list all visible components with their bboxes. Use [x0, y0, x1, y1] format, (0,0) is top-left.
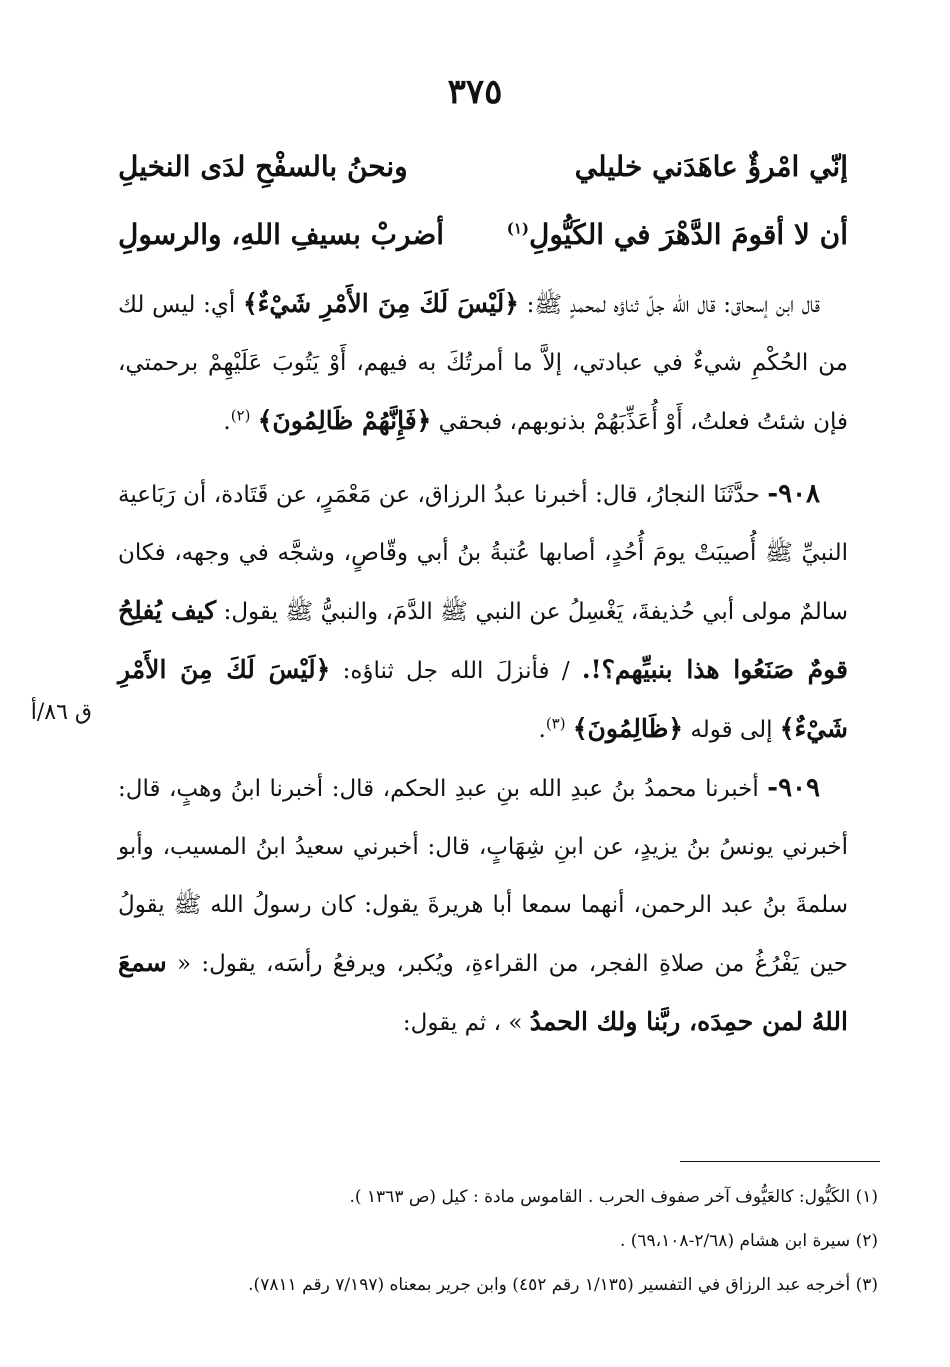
prophet-quote: سمعَ اللهُ لمن حمِدَه، ربَّنا ولك الحمدُ	[118, 948, 848, 1036]
poem-verses	[118, 150, 848, 286]
text-run: أخبرنا محمدُ بنُ عبدِ الله بنِ عبدِ الحكم، قال: أخبرنا ابنُ وهبٍ، قال: أخبرني يونسُ بنُ يزيدٍ، عن ابنِ شِهَابٍ، قال: أخبرني سعيدُ ابنُ المسيب، وأبو سلمةَ بنُ عبد الرحمن، أنهما سمعا أبا هريرةَ يقول: كان رسولُ الله ﷺ يقولُ حين يَفْرُغُ من صلاةِ الفجر، من القراءةِ، ويُكبر، ويرفعُ رأسَه، يقول: «	[118, 776, 848, 977]
footnote: (٢) سيرة ابن هشام (٢/٦٨-٦٩،١٠٨) .	[619, 1231, 878, 1251]
page-number: ٣٧٥	[447, 72, 503, 112]
footnote-divider	[680, 1161, 880, 1162]
main-text	[118, 275, 848, 1052]
text-run: .	[223, 409, 231, 435]
footnote: (١) الكَيُّول: كالعَيُّوف آخر صفوف الحرب . القاموس مادة : كيل (ص ١٣٦٣ ).	[349, 1187, 878, 1207]
footnote-ref: (٣)	[545, 714, 566, 733]
text-run: إلى قوله	[690, 717, 773, 743]
prophet-quote: كيف يُفلِحُ قومٌ صَنَعُوا هذا بنبيِّهم؟!.	[118, 596, 849, 684]
footnote: (٣) أخرجه عبد الرزاق في التفسير (١/١٣٥ رقم ٤٥٢) وابن جرير بمعناه (٧/١٩٧ رقم ٧٨١١).	[248, 1275, 878, 1295]
text-run: أي: ليس لك من الحُكْمِ شيءٌ في عبادتي، إلاَّ ما أمرتُكَ به فيهم، أَوْ يَتُوبَ عَلَيْهِمْ برحمتي، فإن شئتُ فعلتُ، أَوْ أُعَذِّبَهُمْ بذنوبهم، فبحقي	[118, 292, 848, 435]
hemistich-left: أضربْ بسيفِ اللهِ، والرسولِ	[118, 218, 444, 251]
quran-quote: ﴿فَإِنَّهُمْ ظَالِمُونَ﴾	[257, 406, 432, 435]
hemistich-right: إنّي امْرؤٌ عاهَدَني خليلي	[574, 150, 848, 183]
hadith-908	[118, 465, 848, 759]
manuscript-folio-note: ق ٨٦/أ	[30, 700, 92, 725]
text-run: قال ابن إسحاق: قال الله جلّ ثناؤه لمحمدٍ ﷺ:	[526, 292, 821, 318]
footnote-ref: (١)	[506, 219, 529, 238]
verse-line	[118, 150, 848, 218]
hadith-909	[118, 759, 848, 1052]
hadith-number: ٩٠٨-	[767, 479, 821, 509]
quran-quote: ﴿لَيْسَ لَكَ مِنَ الأَمْرِ شَيْءٌ﴾	[243, 289, 519, 318]
hemistich-left: ونحنُ بالسفْحِ لدَى النخيلِ	[118, 150, 408, 183]
footnotes	[118, 1175, 878, 1307]
quran-quote: ﴿ظَالِمُونَ﴾	[572, 714, 684, 743]
text-run: » ، ثم يقول:	[402, 1010, 523, 1036]
text-run: / فأنزلَ الله جل ثناؤه:	[342, 658, 570, 684]
hemistich-right	[507, 218, 848, 251]
text-run: .	[538, 717, 546, 743]
quran-quote: ﴿لَيْسَ لَكَ مِنَ الأَمْرِ شَيْءٌ﴾	[118, 655, 848, 743]
text-run: حدَّثَنَا النجارُ، قال: أخبرنا عبدُ الرزاق، عن مَعْمَرٍ، عن قَتَادة، أن رَبَاعية النبيِّ ﷺ أُصيبَتْ يومَ أُحُدٍ، أصابها عُتبةُ بنُ أبي وقّاصٍ، وشجَّه في وجهه، فكان سالمٌ مولى أبي حُذيفةَ، يَغْسِلُ عن النبي ﷺ الدَّمَ، والنبيُّ ﷺ يقول:	[118, 482, 848, 625]
hemistich-text: أن لا أقومَ الدَّهْرَ في الكَيُّولِ	[529, 218, 848, 251]
hadith-number: ٩٠٩-	[767, 773, 820, 803]
paragraph-ibn-ishaq	[118, 275, 848, 451]
footnote-ref: (٢)	[230, 406, 251, 425]
